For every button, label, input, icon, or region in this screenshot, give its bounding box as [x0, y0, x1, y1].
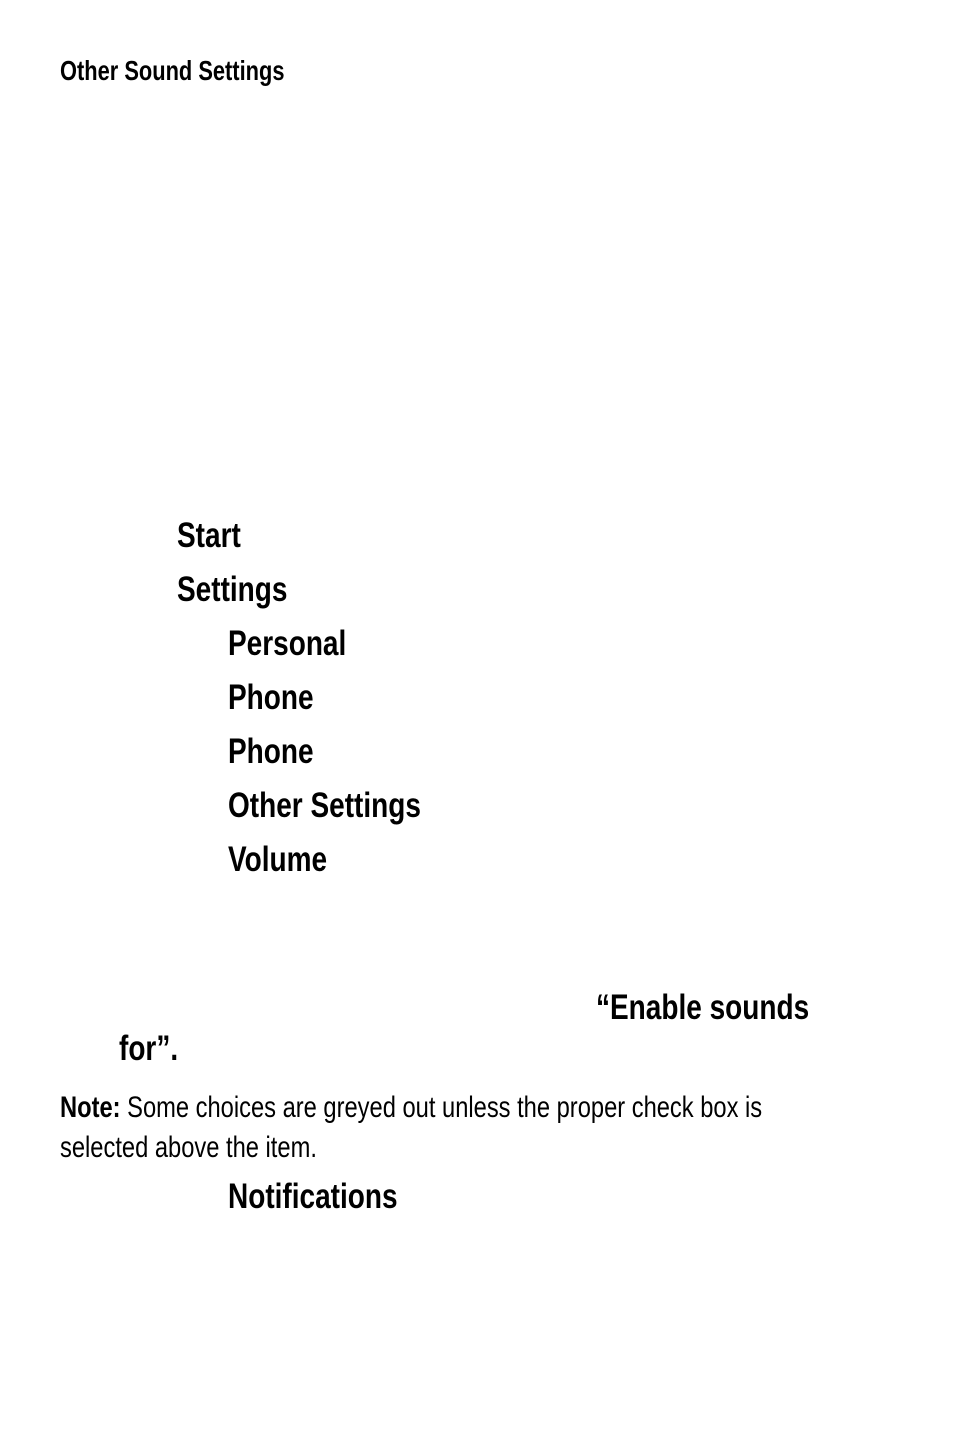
section-title: Other Sound Settings	[60, 55, 285, 86]
note-label: Note:	[60, 1091, 121, 1124]
step-phone: Phone	[228, 678, 314, 717]
step-phone-2: Phone	[228, 732, 314, 771]
note-text-line1: Some choices are greyed out unless the proper check box is	[127, 1091, 763, 1124]
step-other-settings: Other Settings	[228, 786, 421, 825]
step-settings: Settings	[177, 570, 288, 609]
note-text-line2: selected above the item.	[60, 1131, 317, 1164]
enable-sounds-label-line1: “Enable sounds	[596, 988, 810, 1027]
enable-sounds-label-line2: for”.	[119, 1029, 179, 1068]
notifications-heading: Notifications	[228, 1177, 398, 1216]
step-personal: Personal	[228, 624, 347, 663]
note-paragraph	[60, 1088, 929, 1168]
step-volume: Volume	[228, 840, 328, 879]
step-start: Start	[177, 516, 241, 555]
